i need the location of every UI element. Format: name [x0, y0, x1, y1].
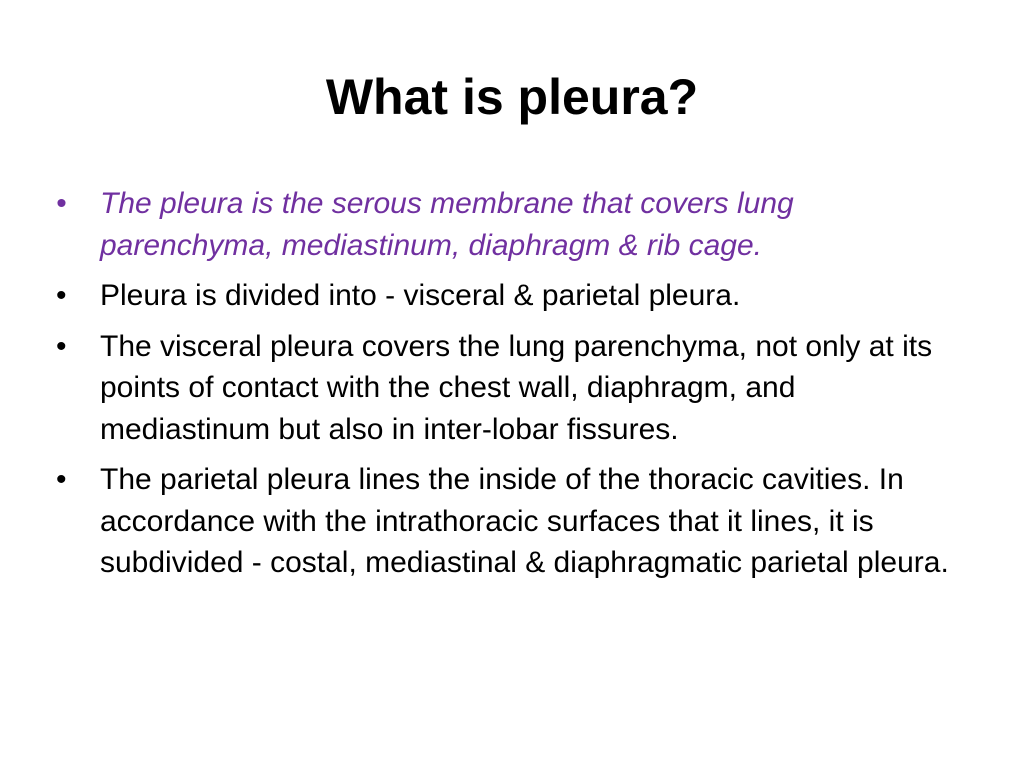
bullet-text: Pleura is divided into - visceral & parietal pleura. — [100, 279, 741, 312]
bullet-item — [56, 326, 956, 451]
slide-title: What is pleura? — [325, 69, 699, 125]
bullet-item — [56, 275, 956, 317]
bullet-marker: • — [56, 463, 67, 496]
bullet-marker: • — [56, 329, 67, 363]
bullet-item — [56, 459, 956, 584]
bullet-marker: • — [56, 279, 67, 312]
bullet-text: The visceral pleura covers the lung parenchyma, not only at its points of contact with the chest wall, diaphragm, and mediastinum but also in inter-lobar fissures. — [100, 329, 933, 446]
bullet-text: The parietal pleura lines the inside of the thoracic cavities. In accordance with the intrathoracic surfaces that it lines, it is subdivided - costal, mediastinal & diaphragmatic parietal pleura. — [100, 463, 949, 579]
bullet-marker: • — [56, 187, 67, 220]
bullet-list — [56, 183, 956, 593]
bullet-text: The pleura is the serous membrane that covers lung parenchyma, mediastinum, diaphragm & rib cage. — [100, 187, 794, 262]
bullet-item — [56, 183, 956, 266]
